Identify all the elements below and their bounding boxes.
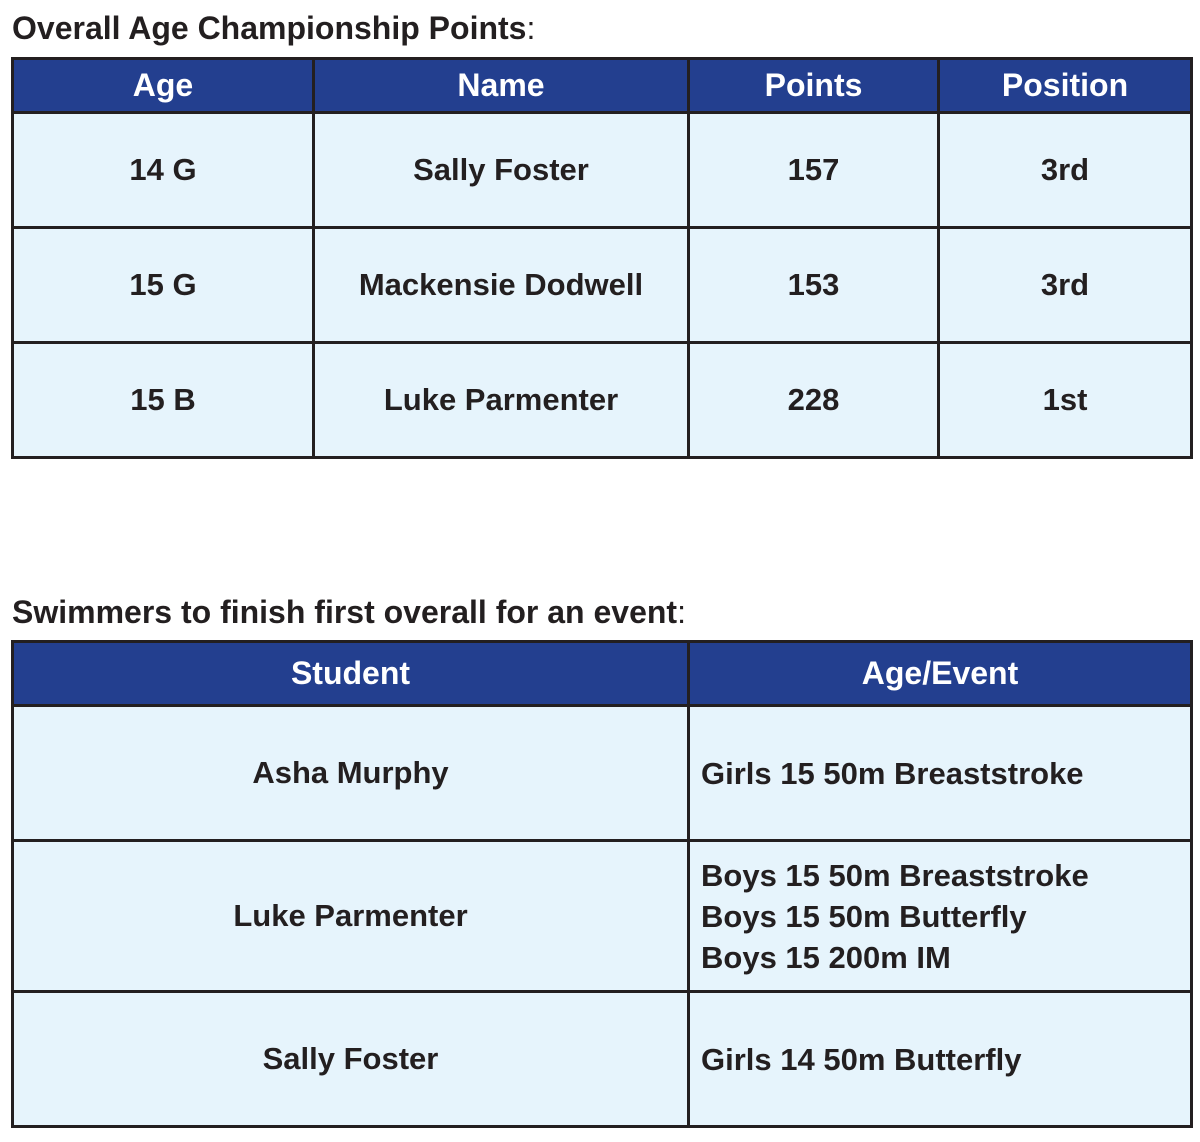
table-row: [13, 228, 1192, 343]
points-cell: 157: [689, 113, 939, 228]
age-cell: 14 G: [13, 113, 314, 228]
table-row: [13, 706, 1192, 841]
first-place-heading-colon: :: [677, 594, 686, 630]
event-cell: [689, 841, 1192, 992]
position-cell: 1st: [939, 343, 1192, 458]
event-cell: [689, 706, 1192, 841]
championship-heading: [12, 8, 535, 48]
student-cell: Sally Foster: [13, 992, 689, 1127]
championship-points-table: [11, 57, 1193, 459]
event-line: Girls 14 50m Butterfly: [701, 1041, 1022, 1077]
first-place-heading-text: Swimmers to finish first overall for an event: [12, 594, 678, 630]
points-cell: 153: [689, 228, 939, 343]
name-cell: Sally Foster: [314, 113, 689, 228]
table-row: [13, 343, 1192, 458]
points-cell: 228: [689, 343, 939, 458]
championship-heading-colon: :: [526, 10, 536, 46]
event-line: Girls 15 50m Breaststroke: [701, 755, 1084, 791]
table-row: [13, 992, 1192, 1127]
event-line: Boys 15 50m Butterfly: [701, 898, 1027, 934]
event-line: Boys 15 50m Breaststroke: [701, 857, 1089, 893]
table-row: [13, 841, 1192, 992]
age-cell: 15 G: [13, 228, 314, 343]
position-cell: 3rd: [939, 113, 1192, 228]
age-cell: 15 B: [13, 343, 314, 458]
championship-heading-text: Overall Age Championship Points: [12, 10, 527, 46]
table-row: [13, 113, 1192, 228]
student-cell: Luke Parmenter: [13, 841, 689, 992]
position-column-header: Position: [939, 59, 1192, 113]
points-column-header: Points: [689, 59, 939, 113]
student-column-header: Student: [13, 642, 689, 706]
event-cell: [689, 992, 1192, 1127]
name-column-header: Name: [314, 59, 689, 113]
championship-header-row: [13, 59, 1192, 113]
position-cell: 3rd: [939, 228, 1192, 343]
name-cell: Mackensie Dodwell: [314, 228, 689, 343]
age-column-header: Age: [13, 59, 314, 113]
student-cell: Asha Murphy: [13, 706, 689, 841]
event-line: Boys 15 200m IM: [701, 939, 951, 975]
event-column-header: Age/Event: [689, 642, 1192, 706]
first-place-heading: [12, 592, 686, 632]
first-place-header-row: [13, 642, 1192, 706]
name-cell: Luke Parmenter: [314, 343, 689, 458]
first-place-table: [11, 640, 1193, 1128]
